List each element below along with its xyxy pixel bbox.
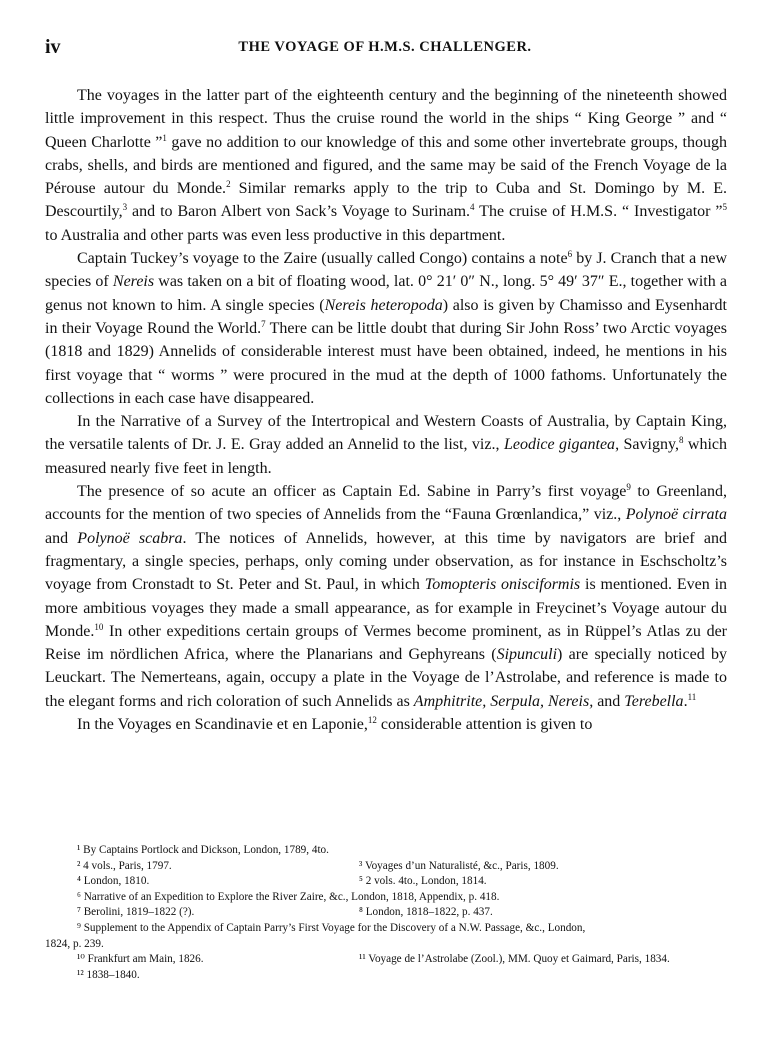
text-run: considerable attention is given to (376, 716, 593, 734)
footnote: ³ Voyages d’un Naturalisté, &c., Paris, 1809. (359, 859, 559, 872)
text-run: In the Narrative of a Survey of the Intertropical and Western Coasts of Australia, by Captain King, the versatile talents of Dr. J. E. Gray added an Annelid to the list, viz., (45, 413, 727, 454)
footnote: ⁴ London, 1810. (77, 875, 150, 888)
footnote-ref: 12 (367, 715, 377, 726)
italic-term: Leodice gigantea (503, 436, 616, 454)
body-text (45, 84, 727, 736)
paragraph (45, 713, 727, 736)
footnote-ref: 10 (94, 621, 104, 632)
text-run: to Greenland, accounts for the mention of two species of Annelids from the “Fauna Grœnlandica,” viz., (45, 483, 728, 524)
text-run: by J. Cranch that a new species of (45, 250, 727, 291)
footnote: ⁹ Supplement to the Appendix of Captain Parry’s First Voyage for the Discovery of a N.W. Passage, &c., London, (77, 921, 586, 934)
footnote-row (45, 905, 727, 921)
text-run: and (593, 692, 625, 710)
page-number: iv (45, 36, 61, 58)
text-run: In the Voyages en Scandinavie et en Laponie, (77, 716, 368, 734)
text-run: There can be little doubt that during Sir John Ross’ two Arctic voyages (1818 and 1829) Annelids of considerable interest must have been obtained, indeed, he mentions in his first voyage that “ worms ” were procured in the mud at the depth of 1000 fathoms. Unfortunately the collections in each case have disappeared. (45, 319, 727, 407)
footnote: ⁸ London, 1818–1822, p. 437. (359, 906, 493, 919)
text-run: Similar remarks apply to the trip to Cuba and St. Domingo by M. E. Descourtily, (45, 180, 727, 221)
paragraph (45, 410, 727, 480)
footnote-ref: 4 (470, 202, 475, 213)
running-head: THE VOYAGE OF H.M.S. CHALLENGER. (238, 39, 532, 55)
paragraph (45, 480, 727, 713)
italic-term: Terebella (624, 692, 684, 710)
text-run: . (683, 692, 688, 710)
text-run: ) also is given by Chamisso and Eysenhardt in their Voyage Round the World. (45, 296, 727, 337)
footnote-ref: 11 (687, 691, 697, 702)
footnote: ⁷ Berolini, 1819–1822 (?). (77, 906, 195, 919)
footnote: ¹⁰ Frankfurt am Main, 1826. (77, 953, 204, 966)
italic-term: Nereis (112, 273, 155, 291)
text-run: to Australia and other parts was even less productive in this department. (45, 226, 506, 244)
text-run: , Savigny, (615, 436, 679, 454)
footnote: ⁶ Narrative of an Expedition to Explore the River Zaire, &c., London, 1818, Appendix, p. 418. (77, 890, 500, 903)
text-run: is mentioned. Even in more ambitious voyages they made a small appearance, as for example in Freycinet’s Voyage autour du Monde. (45, 576, 728, 640)
italic-term: Sipunculi (496, 646, 558, 664)
text-run: The voyages in the latter part of the eighteenth century and the beginning of the nineteenth showed little improvement in this respect. Thus the cruise round the world in the ships “ King George ” and “ Queen Charlotte ” (45, 87, 727, 151)
paragraph (45, 84, 727, 247)
footnote-ref: 8 (678, 435, 684, 446)
italic-term: Nereis heteropoda (324, 296, 443, 314)
footnote-row (45, 874, 727, 890)
footnote: ¹ By Captains Portlock and Dickson, London, 1789, 4to. (77, 844, 329, 856)
footnote: ¹² 1838–1840. (77, 968, 140, 981)
footnote: ² 4 vols., Paris, 1797. (77, 859, 172, 872)
text-run: In other expeditions certain groups of Vermes become prominent, as in Rüppel’s Atlas zu der Reise im nördlichen Africa, where the Planarians and Gephyreans ( (45, 622, 727, 664)
text-run: and to Baron Albert von Sack’s Voyage to Surinam. (127, 203, 471, 221)
text-run: which measured nearly five feet in length. (45, 436, 728, 477)
footnote-continuation: 1824, p. 239. (45, 937, 104, 950)
footnote-ref: 9 (626, 482, 631, 493)
footnote: ¹¹ Voyage de l’Astrolabe (Zool.), MM. Quoy et Gaimard, Paris, 1834. (359, 953, 670, 966)
footnote-ref: 3 (122, 202, 128, 213)
footnotes (45, 843, 727, 983)
italic-term: Polynoë scabra (77, 529, 183, 547)
text-run: The presence of so acute an officer as Captain Ed. Sabine in Parry’s first voyage (77, 483, 627, 501)
page-header (45, 36, 725, 60)
footnote-row (45, 859, 727, 875)
text-run: was taken on a bit of floating wood, lat. 0° 21′ 0″ N., long. 5° 49′ 37″ E., together with a genus not known to him. A single species ( (45, 273, 728, 314)
text-run: The cruise of H.M.S. “ Investigator ” (474, 203, 723, 221)
footnote-ref: 7 (261, 318, 266, 329)
italic-term: Tomopteris onisciformis (424, 576, 581, 594)
text-run: ) are specially noticed by Leuckart. The Nemerteans, again, occupy a plate in the Voyage de l’Astrolabe, and reference is made to the elegant forms and rich coloration of such Annelids as (45, 646, 727, 710)
text-run: . The notices of Annelids, however, at this time by navigators are brief and fragmentary, a single species, perhaps, only coming under observation, as for instance in Eschscholtz’s voyage from Cronstadt to St. Peter and St. Paul, in which (45, 529, 728, 594)
text-run: gave no addition to our knowledge of this and some other invertebrate groups, though crabs, shells, and birds are mentioned and figured, and the same may be said of the French Voyage de la Pérouse autour du Monde. (45, 133, 727, 198)
footnote-ref: 6 (567, 249, 573, 260)
text-run: Captain Tuckey’s voyage to the Zaire (usually called Congo) contains a note (77, 250, 568, 268)
footnote-ref: 2 (226, 179, 231, 190)
footnote-ref: 5 (722, 202, 728, 213)
italic-term: Amphitrite, Serpula, Nereis, (413, 692, 594, 710)
footnote-row (45, 952, 727, 968)
italic-term: Polynoë cirrata (625, 506, 727, 524)
footnote-ref: 1 (162, 132, 167, 143)
footnote: ⁵ 2 vols. 4to., London, 1814. (359, 875, 487, 888)
text-run: and (45, 529, 78, 547)
paragraph (45, 247, 727, 410)
